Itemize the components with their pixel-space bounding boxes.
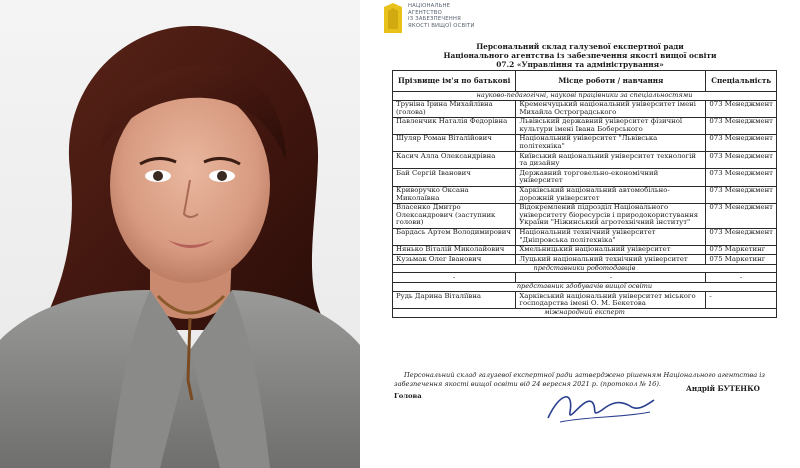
cell-name: Нянько Віталій Миколайович [393, 245, 516, 255]
section-label: міжнародний експерт [393, 309, 777, 318]
section-row-international [393, 309, 777, 318]
approval-note: Персональний склад галузевої експертної ради затверджено рішенням Національного агентства із забезпечення якості вищої освіти від 24 вересня 2021 р. (протокол № 16). [394, 371, 765, 389]
table-row [393, 292, 777, 309]
logo-line: АГЕНТСТВО [408, 9, 442, 16]
cell-work: Кременчуцький національний університет імені Михайла Остроградського [516, 100, 706, 117]
cell-name: Бай Сергій Іванович [393, 169, 516, 186]
cell-work: Відокремлений підрозділ Національного університету біоресурсів і природокористування України "Ніжинський агротехнічний інститут" [516, 203, 706, 228]
cell-spec: 073 Менеджмент [706, 228, 777, 245]
title-line: Національного агентства із забезпечення якості вищої освіти [443, 51, 717, 60]
cell-work: Національний університет "Львівська політехніка" [516, 134, 706, 151]
section-label: науково-педагогічні, наукові працівники за спеціальностями [393, 92, 777, 101]
column-header-spec: Спеціальність [706, 71, 777, 92]
section-label: представники роботодавців [393, 264, 777, 273]
section-label: представник здобувачів вищої освіти [393, 283, 777, 292]
cell-spec: 073 Менеджмент [706, 169, 777, 186]
cell-work: Харківський національний автомобільно-дорожній університет [516, 186, 706, 203]
cell-work: Київський національний університет технологій та дизайну [516, 152, 706, 169]
cell-spec: 075 Маркетинг [706, 255, 777, 265]
table-row [393, 203, 777, 228]
cell-spec: 073 Менеджмент [706, 152, 777, 169]
table-row [393, 100, 777, 117]
cell-work: Державний торговельно-економічний університет [516, 169, 706, 186]
table-row [393, 255, 777, 265]
staff-table-body [393, 92, 777, 318]
cell-spec: - [706, 292, 777, 309]
cell-name: Криворучко Оксана Миколаївна [393, 186, 516, 203]
cell-name: Павленчик Наталія Федорівна [393, 117, 516, 134]
cell-name: Власенко Дмитро Олександрович (заступник голови) [393, 203, 516, 228]
head-role-label: Голова [394, 392, 422, 400]
logo-line: ЯКОСТІ ВИЩОЇ ОСВІТИ [408, 22, 475, 29]
cell-name: Рудь Дарина Віталіївна [393, 292, 516, 309]
section-row-scientific [393, 92, 777, 101]
logo-line: НАЦІОНАЛЬНЕ [408, 3, 451, 9]
agency-logo-text [408, 3, 475, 29]
portrait-illustration [0, 0, 360, 468]
table-row [393, 245, 777, 255]
cell-spec: 073 Менеджмент [706, 134, 777, 151]
cell-name: Шуляр Роман Віталійович [393, 134, 516, 151]
cell-work: Національний технічний університет "Дніпровська політехніка" [516, 228, 706, 245]
document-title [380, 42, 780, 69]
agency-logo-icon [382, 3, 404, 33]
cell-work: - [516, 273, 706, 283]
table-header-row [393, 71, 777, 92]
cell-work: Луцький національний технічний університет [516, 255, 706, 265]
cell-spec: 073 Менеджмент [706, 186, 777, 203]
cell-spec: 073 Менеджмент [706, 100, 777, 117]
logo-line: ІЗ ЗАБЕЗПЕЧЕННЯ [408, 16, 461, 23]
title-line: 07.2 «Управління та адміністрування» [496, 60, 664, 69]
expert-council-document [362, 0, 800, 468]
cell-name: Бардась Артем Володимирович [393, 228, 516, 245]
cell-work: Львівський державний університет фізичної культури імені Івана Боберського [516, 117, 706, 134]
signer-name: Андрій БУТЕНКО [686, 384, 760, 393]
table-row [393, 134, 777, 151]
title-line: Персональний склад галузевої експертної ради [476, 42, 684, 51]
cell-spec: 073 Менеджмент [706, 203, 777, 228]
cell-work: Хмельницький національний університет [516, 245, 706, 255]
table-row [393, 186, 777, 203]
cell-name: Кузьмак Олег Іванович [393, 255, 516, 265]
agency-logo [382, 3, 475, 35]
cell-spec: - [706, 273, 777, 283]
table-row [393, 117, 777, 134]
cell-spec: 075 Маркетинг [706, 245, 777, 255]
column-header-name: Прізвище ім'я по батькові [393, 71, 516, 92]
table-row [393, 152, 777, 169]
cell-work: Харківський національний університет міського господарства імені О. М. Бекетова [516, 292, 706, 309]
table-row [393, 228, 777, 245]
section-row-students [393, 283, 777, 292]
cell-name: - [393, 273, 516, 283]
cell-name: Касич Алла Олександрівна [393, 152, 516, 169]
cell-spec: 073 Менеджмент [706, 117, 777, 134]
portrait-photo [0, 0, 360, 468]
table-row [393, 273, 777, 283]
column-header-work: Місце роботи / навчання [516, 71, 706, 92]
staff-table [392, 70, 777, 318]
section-row-employers [393, 264, 777, 273]
table-row [393, 169, 777, 186]
cell-name: Трунiна Ірина Михайлівна (голова) [393, 100, 516, 117]
signature-mark [540, 382, 660, 430]
